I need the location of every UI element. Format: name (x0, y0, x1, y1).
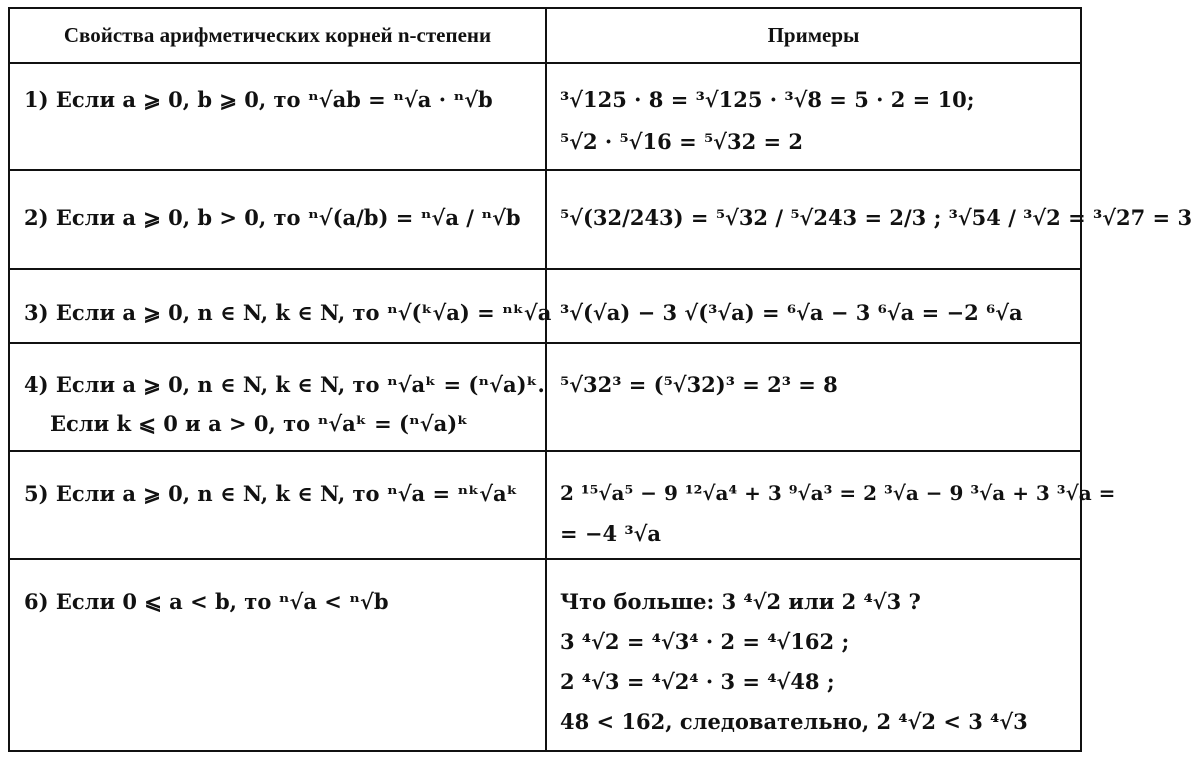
example-1-line-1: ³√125 · 8 = ³√125 · ³√8 = 5 · 2 = 10; (560, 87, 975, 112)
example-6-line-1: Что больше: 3 ⁴√2 или 2 ⁴√3 ? (560, 589, 921, 614)
property-4-line-2: Если k ⩽ 0 и a > 0, то ⁿ√aᵏ = (ⁿ√a)ᵏ (50, 411, 469, 436)
example-6-line-3: 2 ⁴√3 = ⁴√2⁴ · 3 = ⁴√48 ; (560, 669, 835, 694)
example-3-line-1: ³√(√a) − 3 √(³√a) = ⁶√a − 3 ⁶√a = −2 ⁶√a (560, 300, 1023, 325)
property-5: 5) Если a ⩾ 0, n ∈ N, k ∈ N, то ⁿ√a = ⁿᵏ√aᵏ (24, 481, 518, 506)
property-1: 1) Если a ⩾ 0, b ⩾ 0, то ⁿ√ab = ⁿ√a · ⁿ√b (24, 87, 493, 112)
property-2: 2) Если a ⩾ 0, b > 0, то ⁿ√(a/b) = ⁿ√a / ⁿ√b (24, 205, 521, 230)
example-4-line-1: ⁵√32³ = (⁵√32)³ = 2³ = 8 (560, 372, 838, 397)
row-divider (10, 558, 1080, 560)
property-6: 6) Если 0 ⩽ a < b, то ⁿ√a < ⁿ√b (24, 589, 389, 614)
row-divider (10, 342, 1080, 344)
row-divider (10, 450, 1080, 452)
example-6-line-2: 3 ⁴√2 = ⁴√3⁴ · 2 = ⁴√162 ; (560, 629, 850, 654)
property-3: 3) Если a ⩾ 0, n ∈ N, k ∈ N, то ⁿ√(ᵏ√a) = ⁿᵏ√a (24, 300, 552, 325)
row-divider (10, 268, 1080, 270)
row-divider (10, 169, 1080, 171)
example-6-line-4: 48 < 162, следовательно, 2 ⁴√2 < 3 ⁴√3 (560, 709, 1028, 734)
property-4-line-1: 4) Если a ⩾ 0, n ∈ N, k ∈ N, то ⁿ√aᵏ = (ⁿ√a)ᵏ. (24, 372, 545, 397)
header-examples: Примеры (767, 23, 860, 47)
example-2-line-1: ⁵√(32/243) = ⁵√32 / ⁵√243 = 2/3 ; ³√54 / ³√2 = ³√27 = 3 (560, 205, 1192, 230)
example-5-line-2: = −4 ³√a (560, 521, 662, 546)
example-5-line-1: 2 ¹⁵√a⁵ − 9 ¹²√a⁴ + 3 ⁹√a³ = 2 ³√a − 9 ³√a + 3 ³√a = (560, 481, 1116, 505)
column-divider (545, 9, 547, 750)
row-divider (10, 62, 1080, 64)
properties-table (8, 7, 1192, 752)
example-1-line-2: ⁵√2 · ⁵√16 = ⁵√32 = 2 (560, 129, 804, 154)
header-properties: Свойства арифметических корней n-степени (63, 23, 492, 47)
